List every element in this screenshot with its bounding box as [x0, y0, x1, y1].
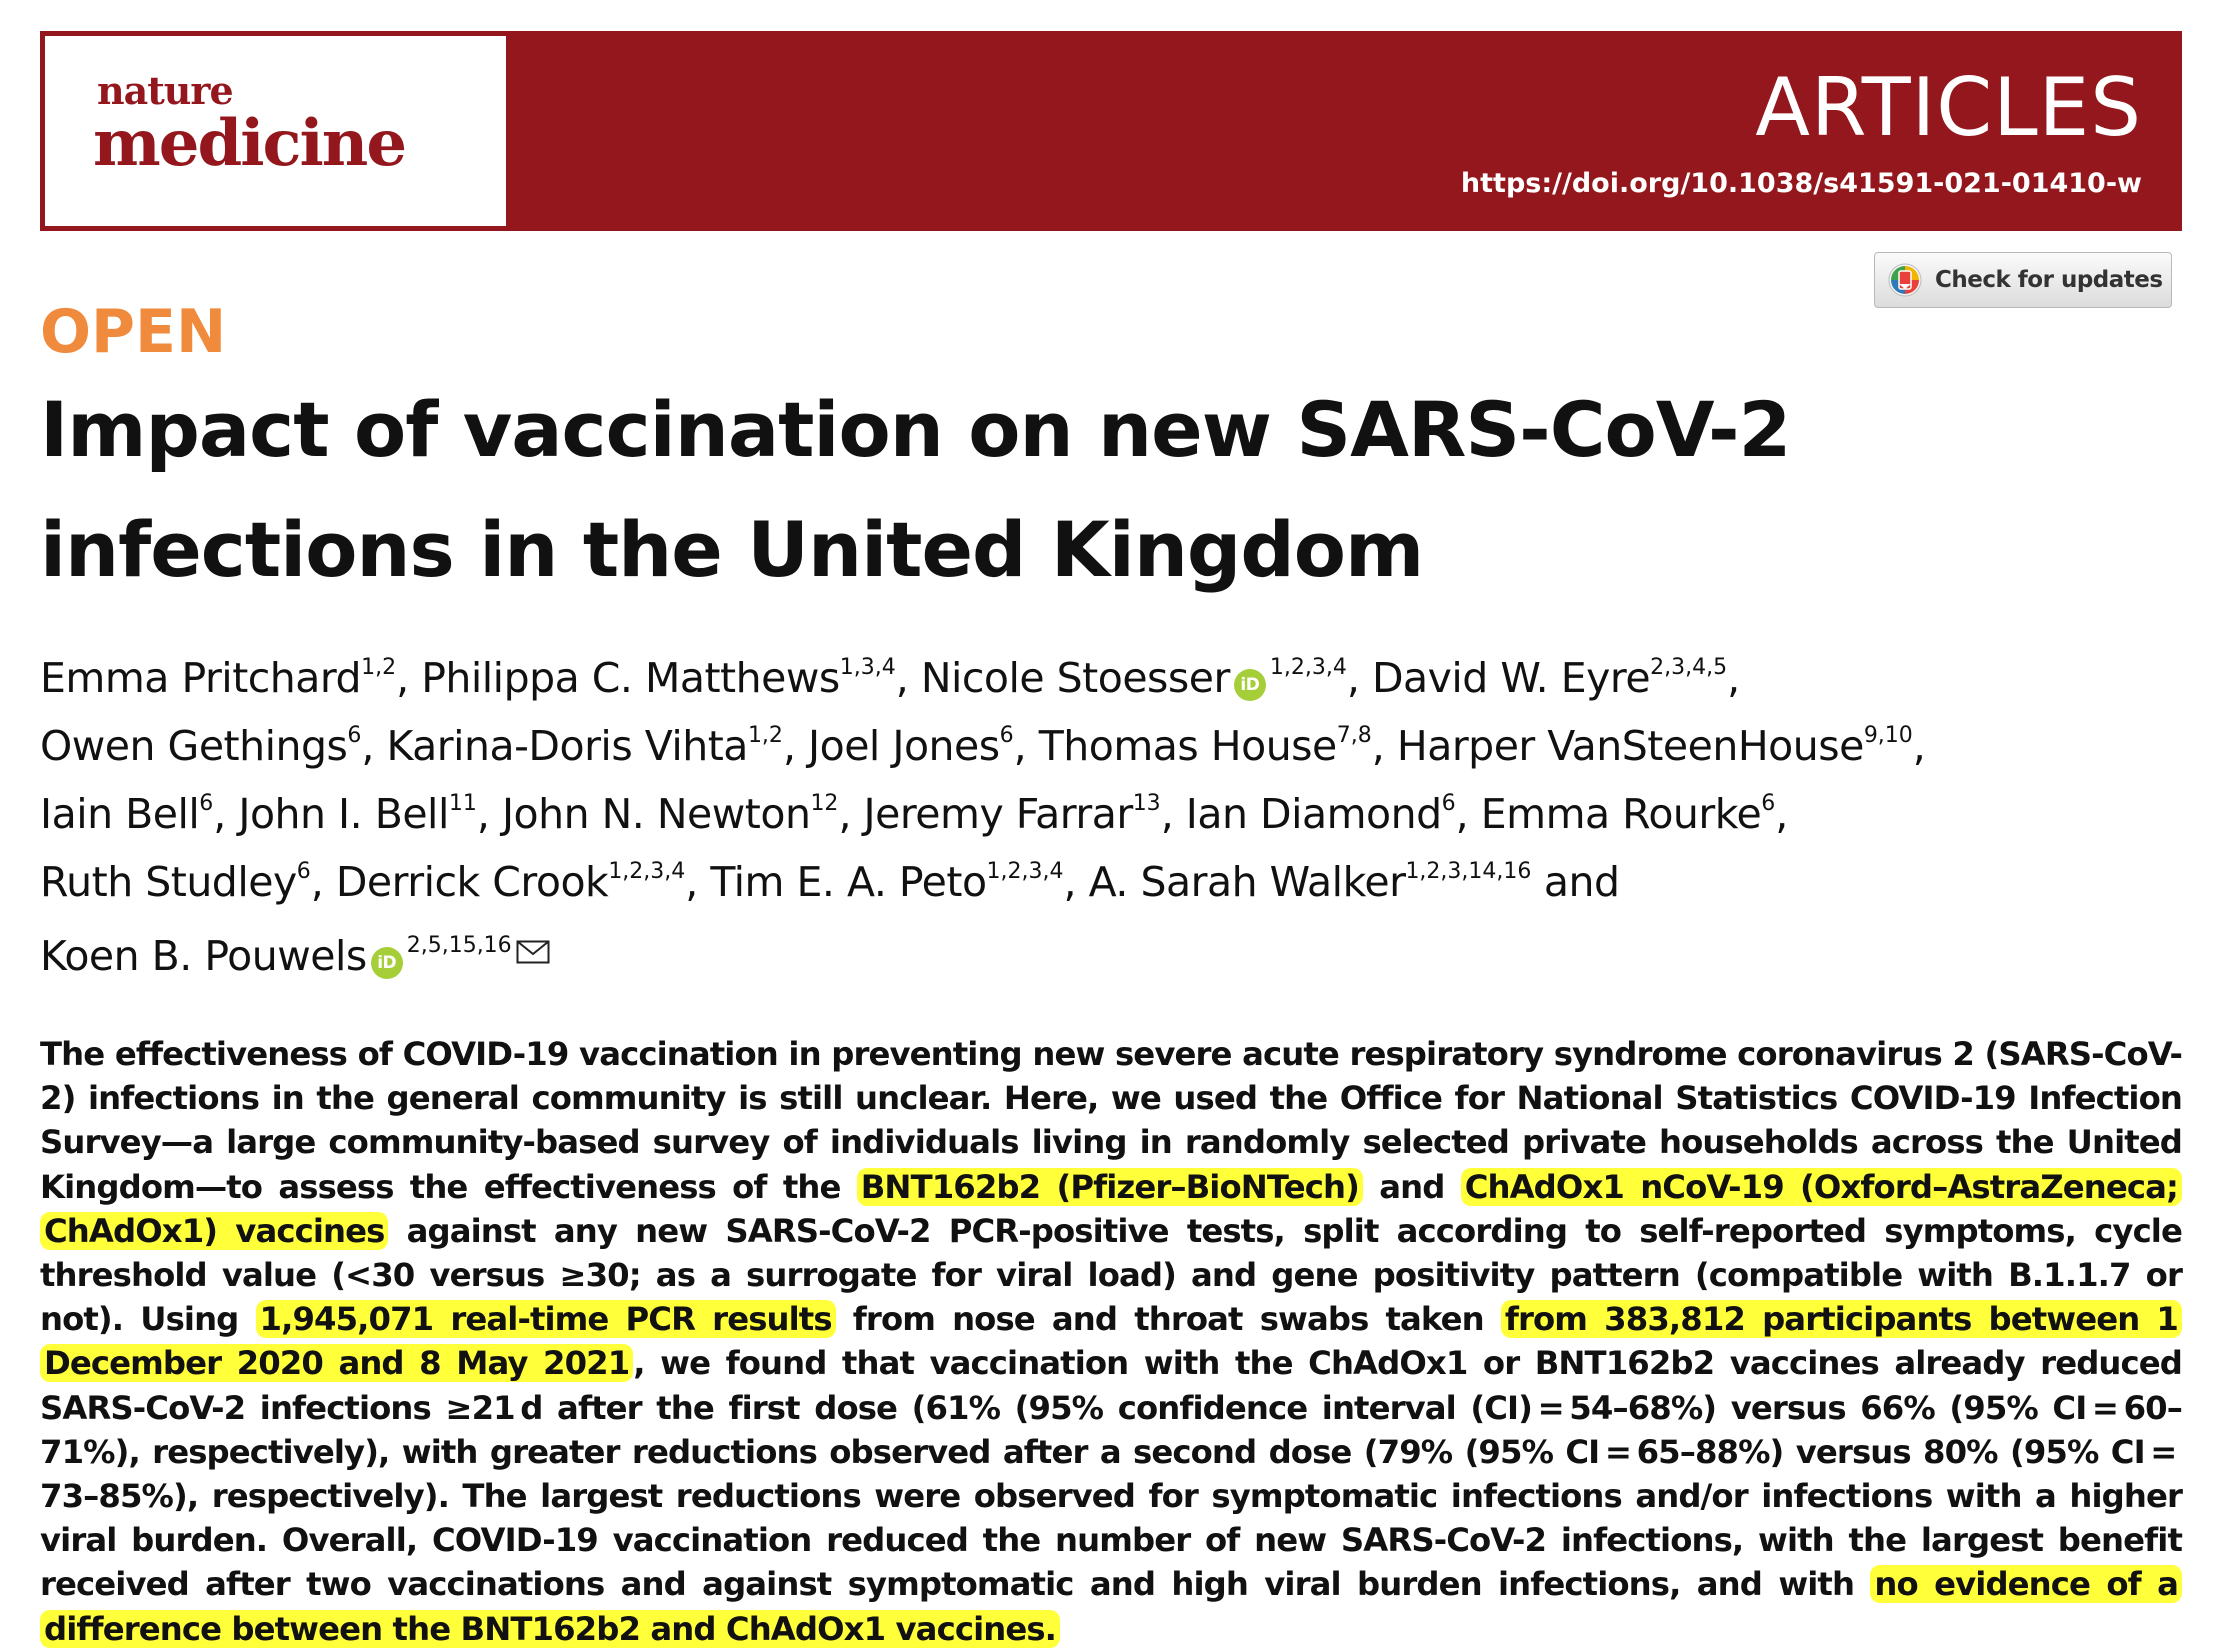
open-access-label: OPEN	[40, 297, 227, 367]
author-separator: ,	[476, 790, 490, 838]
abstract-text: and	[1362, 1167, 1461, 1206]
author-name: Ruth Studley	[40, 858, 297, 906]
author-separator: ,	[396, 654, 409, 702]
crossmark-icon	[1887, 262, 1923, 298]
author[interactable]	[1372, 654, 1727, 702]
author-separator: ,	[1775, 790, 1788, 838]
journal-banner	[40, 31, 2182, 231]
author-affiliations: 9,10	[1863, 723, 1913, 748]
author[interactable]	[864, 790, 1161, 838]
author-affiliations: 11	[448, 791, 477, 816]
author-name: Emma Pritchard	[40, 654, 362, 702]
author-affiliations: 1,2,3,4	[608, 859, 686, 884]
abstract-text: , we found that vaccination with the ChAdOx1 or BNT162b2 vaccines already reduced SARS-CoV-2 infections ≥21 d after the first dose (61% (95% confidence interval (CI) = 54–68%) versus 66% (95% CI = 60–71%), respectively), with greater reductions observed after a second dose (79% (95% CI = 65–88%) versus 80% (95% CI = 73–85%), respectively). The largest reductions were observed for symptomatic infections and/or infections with a higher viral burden. Overall, COVID-19 vaccination reduced the number of new SARS-CoV-2 infections, with the largest benefit received after two vaccinations and against symptomatic and high viral burden infections, and with	[40, 1344, 2182, 1604]
author-name: David W. Eyre	[1371, 654, 1651, 702]
author-separator: ,	[1371, 722, 1385, 770]
author[interactable]	[336, 858, 685, 906]
article-title	[40, 370, 2180, 610]
abstract-text: from nose and throat swabs taken	[835, 1300, 1501, 1339]
author[interactable]	[1039, 722, 1372, 770]
doi-link[interactable]: https://doi.org/10.1038/s41591-021-01410-w	[1460, 168, 2142, 199]
author-affiliations: 6	[1761, 791, 1776, 816]
author-affiliations: 6	[296, 859, 311, 884]
journal-logo[interactable]	[43, 34, 508, 228]
author-affiliations: 1,2	[361, 655, 397, 680]
orcid-icon[interactable]: iD	[1234, 669, 1266, 701]
author-name: A. Sarah Walker	[1088, 858, 1406, 906]
author[interactable]	[421, 654, 896, 702]
author-name: Karina-Doris Vihta	[386, 722, 748, 770]
author-name: Emma Rourke	[1480, 790, 1762, 838]
title-line-2: infections in the United Kingdom	[40, 505, 1424, 594]
title-line-1: Impact of vaccination on new SARS-CoV-2	[40, 385, 1791, 474]
abstract-text: The effectiveness of COVID-19 vaccination in preventing new severe acute respiratory syndrome coronavirus 2 (SARS-CoV-2) infections in the general community is still unclear. Here, we used the Office for National Statistics COVID-19 Infection Survey—a large community-based survey of individuals living in randomly selected private households across the United Kingdom—to assess the effectiveness of the	[40, 1035, 2182, 1206]
section-label: ARTICLES	[1755, 61, 2142, 154]
highlighted-text: from 383,812 participants between 1 December 2020 and 8 May 2021	[40, 1300, 2182, 1382]
author[interactable]	[808, 722, 1014, 770]
author[interactable]	[502, 790, 839, 838]
author-affiliations: 2,5,15,16	[406, 933, 512, 958]
author-name: Iain Bell	[40, 790, 200, 838]
author-affiliations: 6	[199, 791, 214, 816]
author-name: Ian Diamond	[1185, 790, 1442, 838]
author[interactable]	[1397, 722, 1913, 770]
author-affiliations: 13	[1132, 791, 1161, 816]
orcid-icon[interactable]: iD	[371, 947, 403, 979]
author-affiliations: 1,2,3,4	[986, 859, 1064, 884]
author-name: Jeremy Farrar	[863, 790, 1133, 838]
author-name: Harper VanSteenHouse	[1396, 722, 1864, 770]
abstract-text: against any new SARS-CoV-2 PCR-positive tests, split according to self-reported symptoms, cycle threshold value (<30 versus ≥30; as a surrogate for viral load) and gene positivity pattern (compatible with B.1.1.7 or not). Using	[40, 1211, 2182, 1339]
author-affiliations: 1,2,3,14,16	[1405, 859, 1532, 884]
author-affiliations: 7,8	[1336, 723, 1372, 748]
author-affiliations: 2,3,4,5	[1650, 655, 1728, 680]
author-separator: ,	[1160, 790, 1174, 838]
author-name: Derrick Crook	[335, 858, 609, 906]
author[interactable]	[40, 932, 550, 980]
author[interactable]	[1089, 858, 1532, 906]
author[interactable]	[40, 858, 311, 906]
logo-nature-text: nature	[97, 68, 233, 113]
author-name: Nicole Stoesser	[920, 654, 1230, 702]
author-separator: ,	[895, 654, 909, 702]
author-separator: and	[1531, 858, 1620, 906]
author-affiliations: 6	[1441, 791, 1456, 816]
author-name: Owen Gethings	[40, 722, 348, 770]
highlighted-text: 1,945,071 real-time PCR results	[256, 1300, 836, 1338]
author-name: Tim E. A. Peto	[710, 858, 987, 906]
author[interactable]	[40, 722, 361, 770]
check-for-updates-button[interactable]	[1874, 252, 2172, 308]
author-separator: ,	[1727, 654, 1740, 702]
author[interactable]	[710, 858, 1063, 906]
author-separator: ,	[361, 722, 374, 770]
author[interactable]	[40, 654, 396, 702]
author[interactable]	[386, 722, 782, 770]
author-separator: ,	[1063, 858, 1077, 906]
abstract	[40, 1032, 2182, 1651]
logo-medicine-text: medicine	[93, 106, 406, 181]
highlighted-text: ChAdOx1 nCoV-19 (Oxford–AstraZeneca; ChAdOx1) vaccines	[40, 1168, 2182, 1250]
check-for-updates-label: Check for updates	[1935, 267, 2163, 293]
author[interactable]	[1481, 790, 1776, 838]
author-affiliations: 6	[347, 723, 362, 748]
author-separator: ,	[1912, 722, 1926, 770]
author[interactable]	[921, 654, 1347, 702]
author-name: John I. Bell	[238, 790, 449, 838]
highlighted-text: BNT162b2 (Pfizer–BioNTech)	[857, 1168, 1363, 1206]
author-separator: ,	[685, 858, 698, 906]
author-name: Koen B. Pouwels	[40, 932, 367, 980]
author-separator: ,	[1013, 722, 1027, 770]
author-list	[40, 644, 2170, 990]
author[interactable]	[40, 790, 213, 838]
envelope-icon[interactable]	[516, 916, 550, 940]
author-affiliations: 12	[810, 791, 839, 816]
author[interactable]	[238, 790, 476, 838]
author-name: Thomas House	[1038, 722, 1337, 770]
author-affiliations: 1,2	[747, 723, 783, 748]
author-separator: ,	[1346, 654, 1360, 702]
author-separator: ,	[1455, 790, 1469, 838]
author-separator: ,	[838, 790, 851, 838]
author-affiliations: 1,2,3,4	[1269, 655, 1347, 680]
author-name: John N. Newton	[501, 790, 811, 838]
author-name: Joel Jones	[808, 722, 1000, 770]
author[interactable]	[1186, 790, 1456, 838]
author-affiliations: 6	[999, 723, 1014, 748]
author-affiliations: 1,3,4	[839, 655, 896, 680]
author-separator: ,	[782, 722, 796, 770]
highlighted-text: no evidence of a difference between the BNT162b2 and ChAdOx1 vaccines.	[40, 1565, 2182, 1647]
author-separator: ,	[310, 858, 324, 906]
author-name: Philippa C. Matthews	[421, 654, 840, 702]
author-separator: ,	[213, 790, 226, 838]
